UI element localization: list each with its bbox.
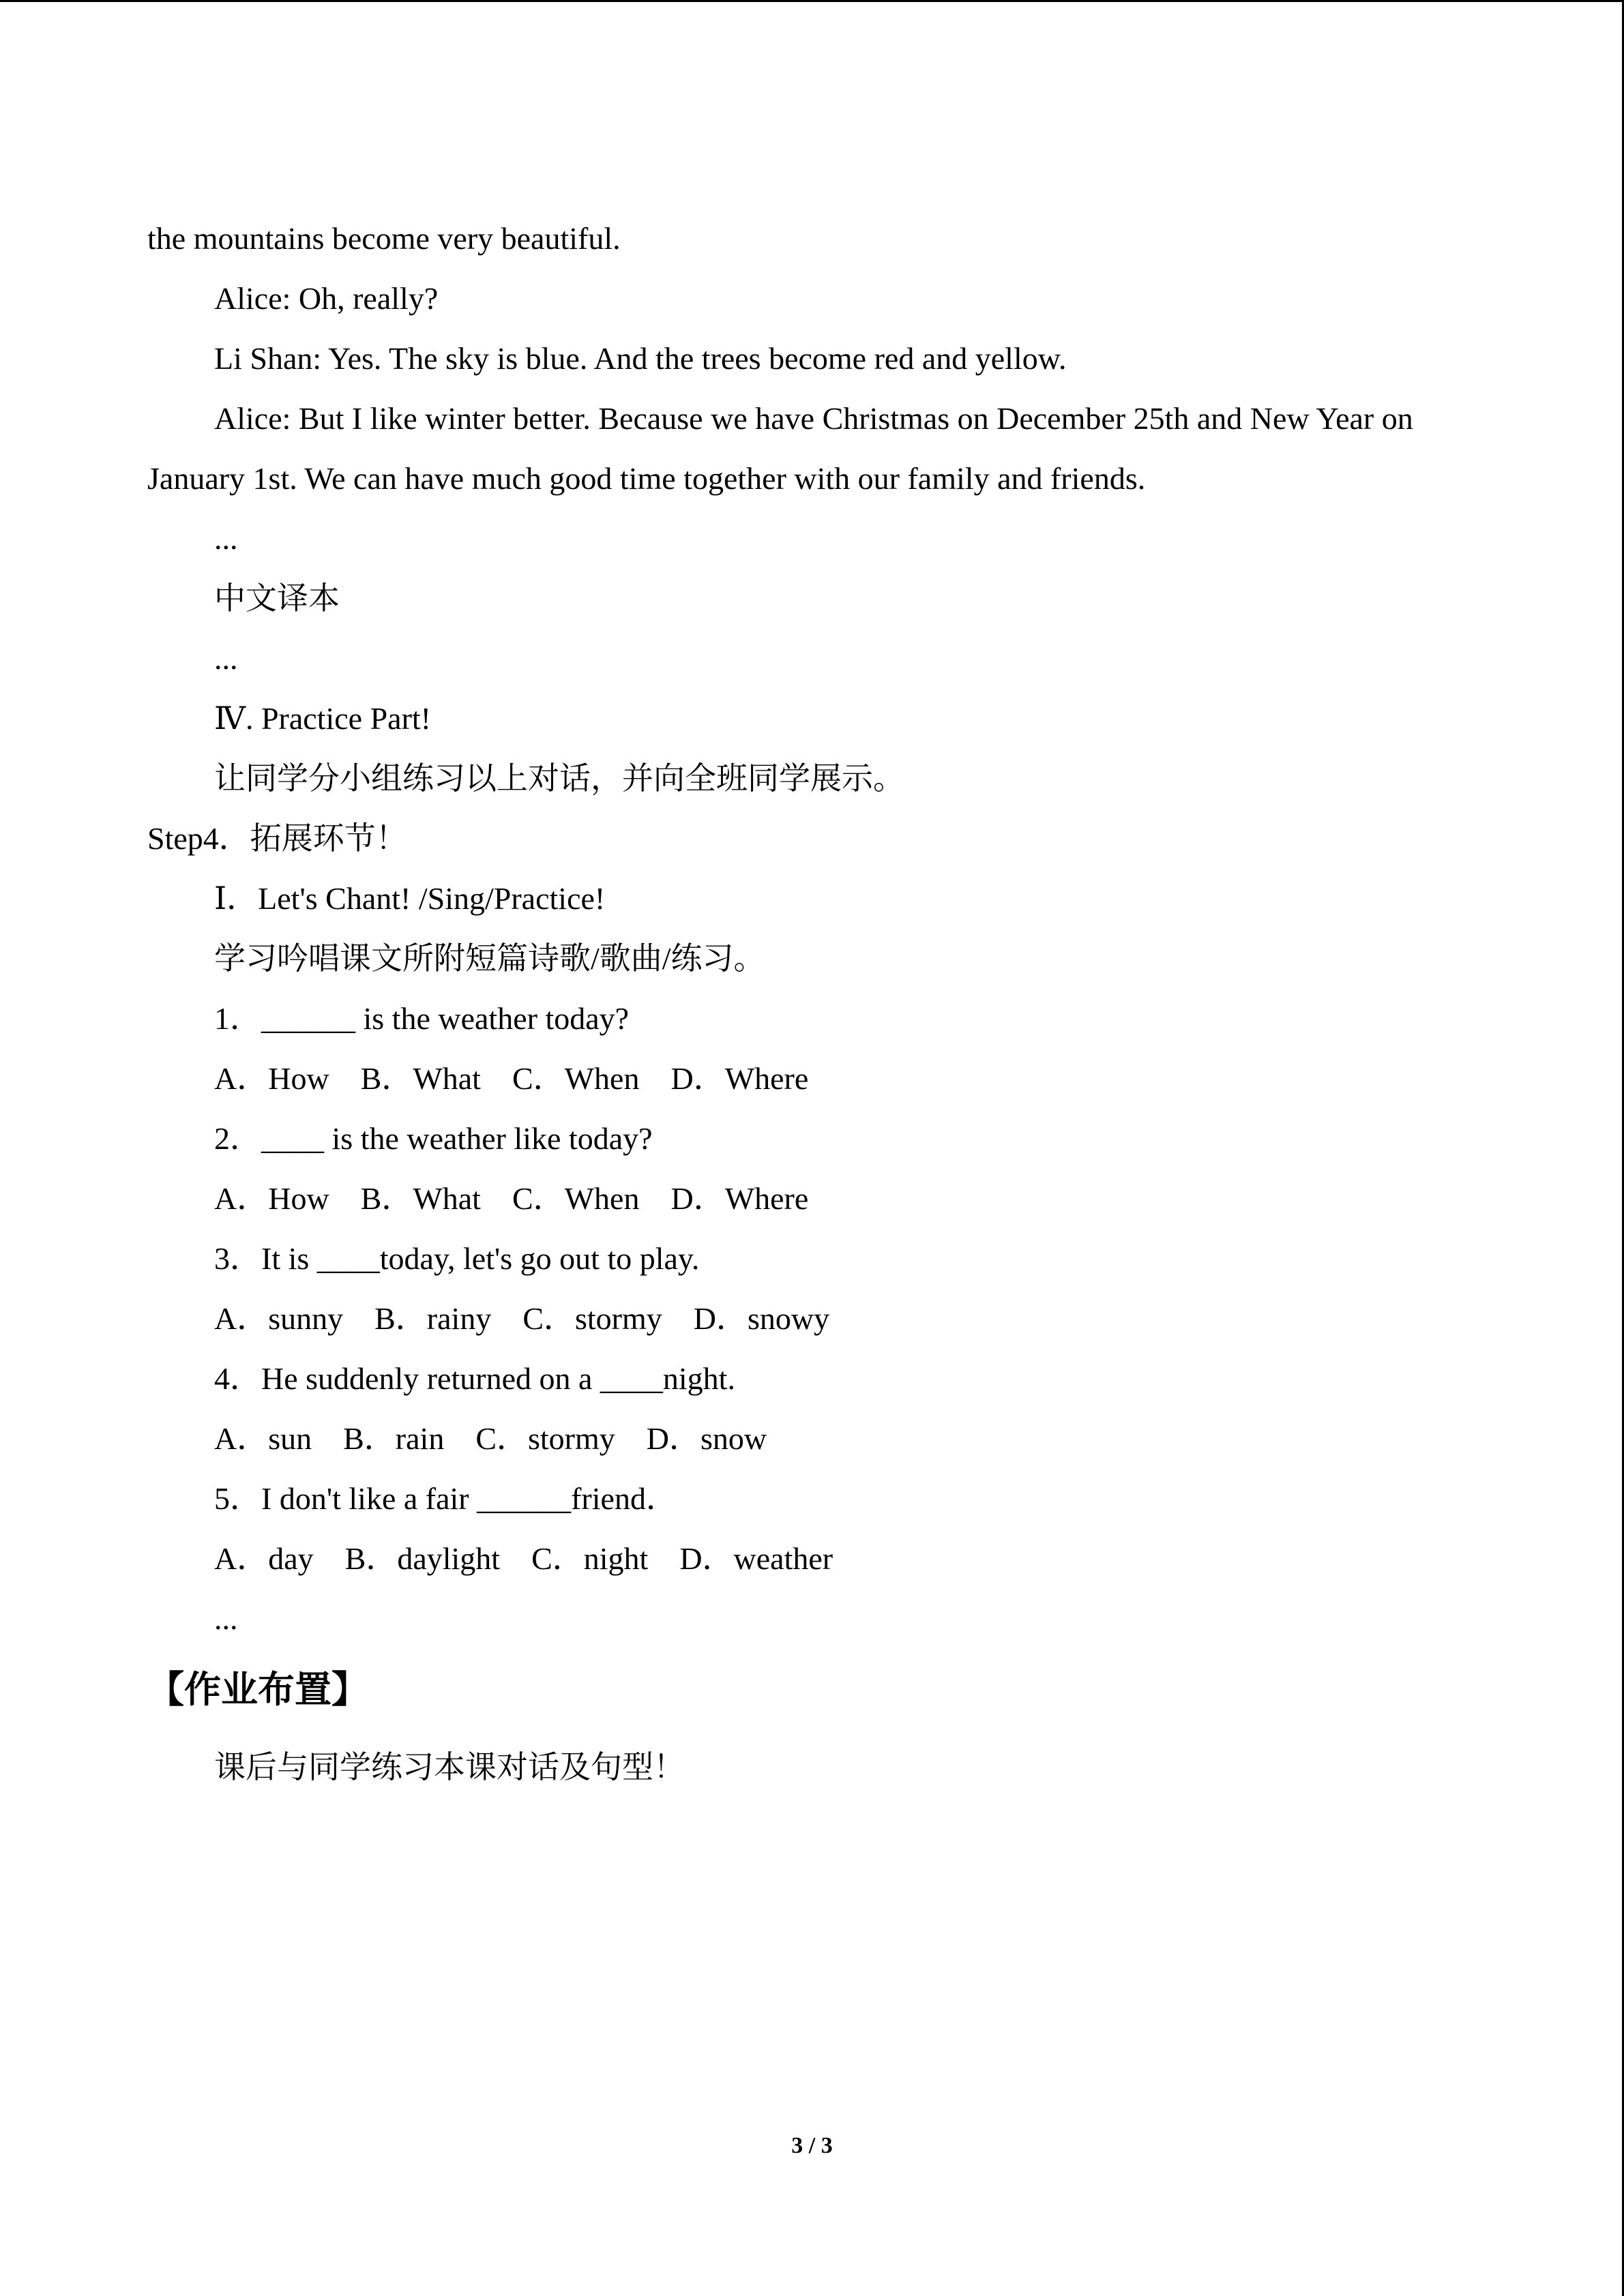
step-title: Step4．拓展环节！ [147, 821, 407, 856]
spacer [147, 1728, 1484, 1742]
ellipsis-line: ... [214, 641, 238, 676]
text-line: Li Shan: Yes. The sky is blue. And the trees become red and yellow. [214, 341, 1067, 376]
text-line: the mountains become very beautiful. [147, 221, 621, 256]
page-number: 3 / 3 [791, 2133, 833, 2158]
options-1: A．How B．What C．When D．Where [214, 1061, 809, 1096]
options-4: A．sun B．rain C．stormy D．snow [214, 1421, 767, 1456]
text-line: Alice: Oh, really? [214, 281, 439, 316]
page-top-border [0, 0, 1624, 2]
question-2: 2．____ is the weather like today? [214, 1121, 653, 1156]
text-line: 让同学分小组练习以上对话，并向全班同学展示。 [214, 761, 904, 796]
question-4: 4．He suddenly returned on a ____night. [214, 1361, 735, 1396]
question-5: 5．I don't like a fair ______friend． [214, 1481, 677, 1516]
document-body [147, 213, 1484, 1802]
ellipsis-line: ... [214, 1601, 238, 1636]
question-3: 3．It is ____today, let's go out to play. [214, 1241, 700, 1276]
options-3: A．sunny B．rainy C．stormy D．snowy [214, 1301, 830, 1336]
homework-heading: 【作业布置】 [147, 1668, 368, 1711]
homework-text: 课后与同学练习本课对话及句型！ [214, 1750, 685, 1785]
section-title: Ⅰ．Let's Chant! /Sing/Practice! [214, 881, 606, 916]
ellipsis-line: ... [214, 521, 238, 556]
text-line: 学习吟唱课文所附短篇诗歌/歌曲/练习。 [214, 941, 765, 976]
text-line: January 1st. We can have much good time together with our family and friends. [147, 461, 1146, 496]
options-5: A．day B．daylight C．night D．weather [214, 1541, 833, 1576]
section-title: Ⅳ. Practice Part! [214, 701, 432, 736]
text-line: Alice: But I like winter better. Because we have Christmas on December 25th and New Year on [214, 401, 1413, 436]
text-line: 中文译本 [214, 581, 340, 616]
options-2: A．How B．What C．When D．Where [214, 1181, 809, 1216]
question-1: 1．______ is the weather today? [214, 1001, 630, 1036]
